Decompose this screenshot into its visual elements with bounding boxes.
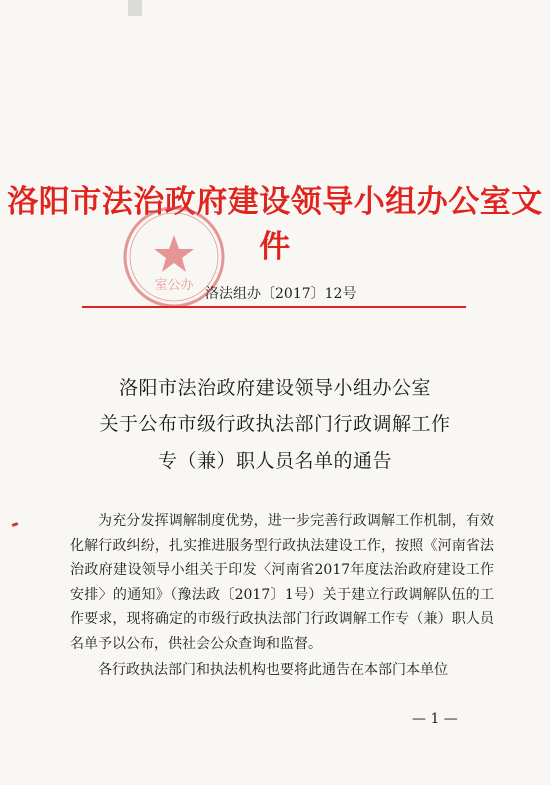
notice-title-line-3: 专（兼）职人员名单的通告 bbox=[157, 450, 392, 472]
notice-title-line-1: 洛阳市法治政府建设领导小组办公室 bbox=[118, 377, 431, 399]
red-divider bbox=[82, 306, 466, 308]
body-paragraph-1: 为充分发挥调解制度优势，进一步完善行政调解工作机制，有效化解行政纠纷，扎实推进服务型行政执法建设工作，按照《河南省法治政府建设领导小组关于印发〈河南省2017年度法治政府建设工作安排〉的通知》（豫法政〔2017〕1号）关于建立行政调解队伍的工作要求，现将确定的市级行政执法部门行政调解工作专（兼）职人员名单予以公布，供社会公众查询和监督。 bbox=[70, 513, 494, 652]
show-through-mark bbox=[128, 0, 142, 16]
notice-title-line-2: 关于公布市级行政执法部门行政调解工作 bbox=[99, 413, 451, 435]
document-number: 洛法组办〔2017〕12号 bbox=[205, 286, 357, 302]
body-paragraph-2: 各行政执法部门和执法机构也要将此通告在本部门本单位 bbox=[98, 662, 448, 678]
seal-text: 室公办 bbox=[154, 278, 194, 293]
margin-mark bbox=[12, 522, 19, 527]
page-number: — 1 — bbox=[412, 711, 458, 727]
issuer-title: 洛阳市法治政府建设领导小组办公室文件 bbox=[7, 184, 543, 265]
